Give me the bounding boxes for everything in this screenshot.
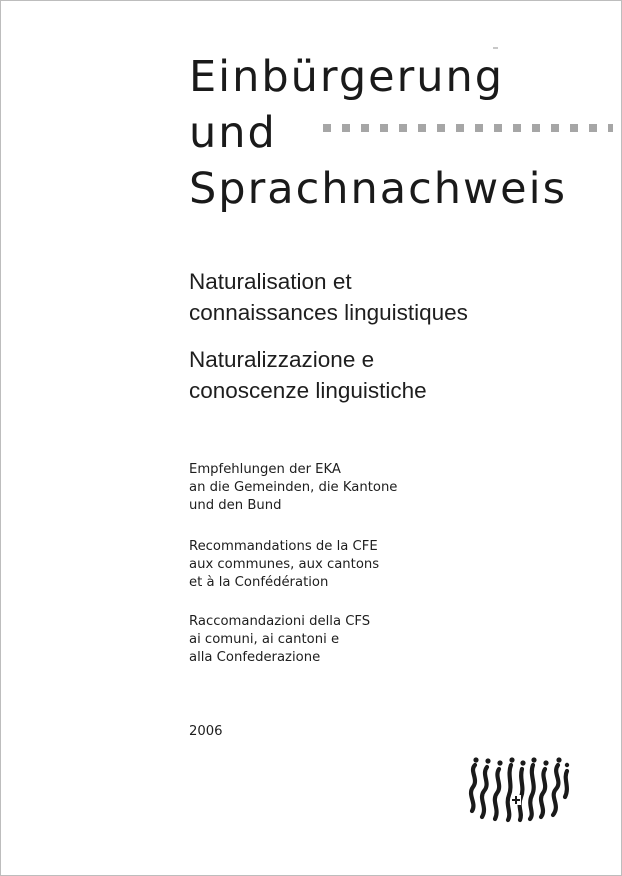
subtitle-italian [189,344,427,406]
recommendations-french [189,538,379,592]
recommendations-french-line-3: et à la Confédération [189,575,329,590]
subtitle-italian-line-1: Naturalizzazione e [189,347,375,372]
decorative-mark [493,47,498,49]
recommendations-french-line-1: Recommandations de la CFE [189,539,378,554]
recommendations-italian-line-2: ai comuni, ai cantoni e [189,632,340,647]
recommendations-german-line-3: und den Bund [189,498,282,513]
dotted-rule [323,124,613,132]
title-line-3: Sprachnachweis [189,164,567,214]
recommendations-italian-line-3: alla Confederazione [189,650,321,665]
recommendations-german-line-1: Empfehlungen der EKA [189,462,341,477]
subtitle-italian-line-2: conoscenze linguistiche [189,378,427,403]
subtitle-french-line-2: connaissances linguistiques [189,300,468,325]
subtitle-french-line-1: Naturalisation et [189,269,352,294]
recommendations-german-line-2: an die Gemeinden, die Kantone [189,480,398,495]
recommendations-italian [189,613,370,667]
recommendations-german [189,461,397,515]
publication-year: 2006 [189,724,223,739]
title-line-2: und [189,108,277,158]
recommendations-french-line-2: aux communes, aux cantons [189,557,380,572]
commission-figures-logo-icon [467,757,571,823]
subtitle-french [189,266,468,328]
title-line-1: Einbürgerung [189,52,505,102]
recommendations-italian-line-1: Raccomandazioni della CFS [189,614,371,629]
